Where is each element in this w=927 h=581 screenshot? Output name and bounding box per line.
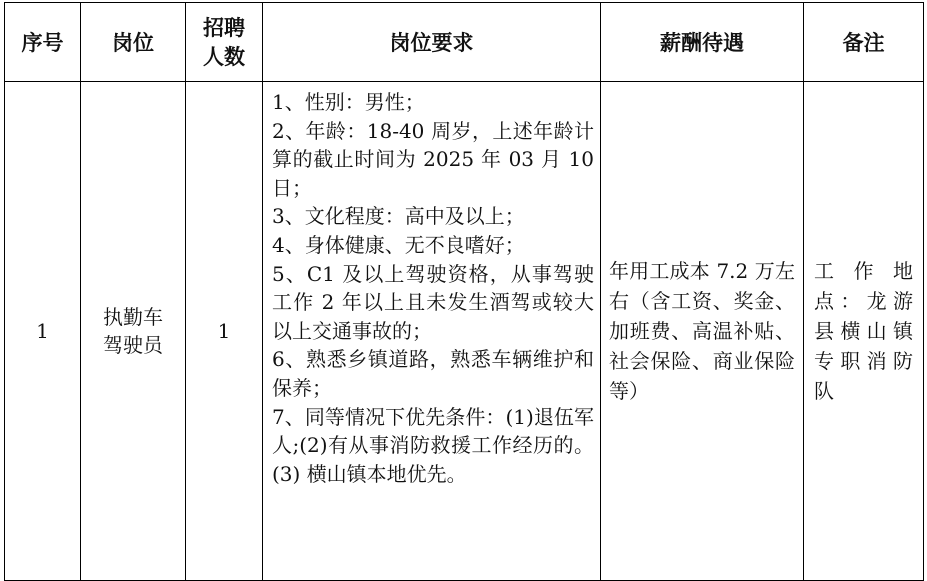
- cell-salary: 年用工成本 7.2 万左右（含工资、奖金、加班费、高温补贴、社会保险、商业保险等）: [601, 82, 804, 581]
- cell-count: 1: [186, 82, 263, 581]
- requirement-item: 6、熟悉乡镇道路，熟悉车辆维护和保养；: [272, 347, 594, 400]
- header-recruit-count: [186, 3, 263, 82]
- cell-requirements: [263, 82, 601, 581]
- requirement-item: 1、性别：男性；: [272, 90, 425, 114]
- requirement-item: 3、文化程度：高中及以上；: [272, 204, 525, 229]
- cell-seq: 1: [5, 82, 81, 581]
- table-row: [5, 82, 924, 581]
- position-line1: 执勤车: [103, 305, 163, 329]
- requirement-item: 5、C1 及以上驾驶资格，从事驾驶工作 2 年以上且未发生酒驾或较大以上交通事故的；: [272, 261, 594, 343]
- position-line2: 驾驶员: [103, 333, 163, 357]
- header-seq: 序号: [5, 3, 81, 82]
- table-header-row: [5, 3, 924, 82]
- requirement-item: 2、年龄：18-40 周岁，上述年龄计算的截止时间为 2025 年 03 月 10 日；: [272, 118, 594, 200]
- recruitment-table: [4, 2, 924, 581]
- header-salary: 薪酬待遇: [601, 3, 804, 82]
- header-remarks: 备注: [804, 3, 924, 82]
- header-position: 岗位: [81, 3, 186, 82]
- cell-position: [81, 82, 186, 581]
- header-recruit-line2: 人数: [203, 44, 245, 69]
- requirement-item: 7、同等情况下优先条件：(1)退伍军人;(2)有从事消防救援工作经历的。(3) 横山镇本地优先。: [272, 404, 594, 486]
- header-recruit-line1: 招聘: [203, 15, 245, 40]
- cell-remarks: 工作地点：龙游县横山镇专职消防队: [804, 82, 924, 581]
- header-requirements: 岗位要求: [263, 3, 601, 82]
- requirement-item: 4、身体健康、无不良嗜好；: [272, 232, 525, 257]
